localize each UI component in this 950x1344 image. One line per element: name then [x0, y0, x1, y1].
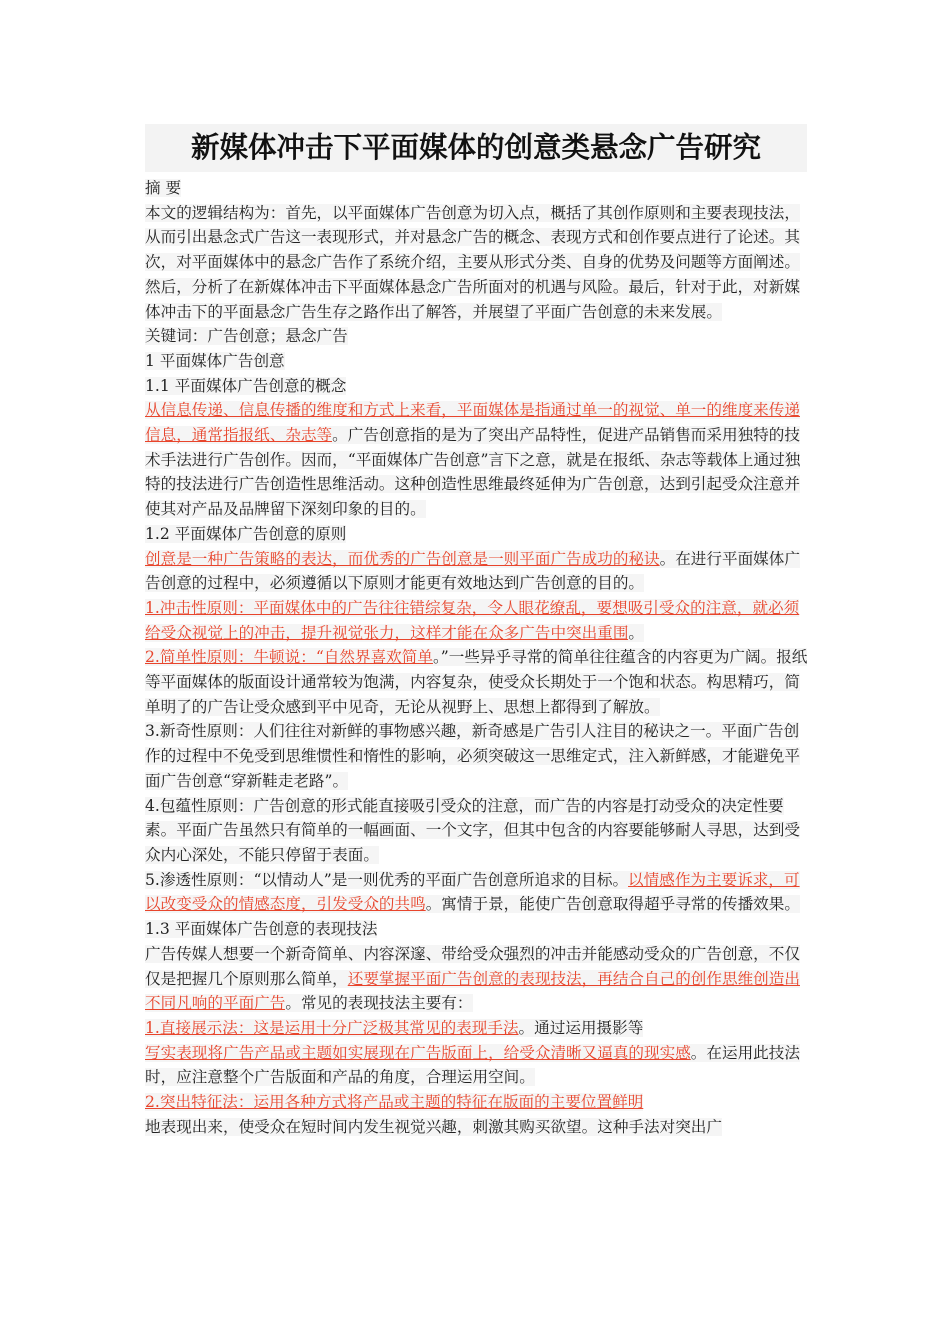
keywords-line: 关键词：广告创意；悬念广告 — [145, 327, 348, 346]
highlighted-text: 2.简单性原则：牛顿说：“自然界喜欢简单 — [145, 648, 433, 667]
highlighted-text: 创意是一种广告策略的表达，而优秀的广告创意是一则平面广告成功的秘诀 — [145, 549, 660, 568]
paragraph-principles: 创意是一种广告策略的表达，而优秀的广告创意是一则平面广告成功的秘诀。在进行平面媒体广告创意的过程中，必须遵循以下原则才能更有效地达到广告创意的目的。 — [145, 549, 800, 593]
highlighted-text: 1.直接展示法：这是运用十分广泛极其常见的表现手法 — [145, 1018, 519, 1037]
document-title: 新媒体冲击下平面媒体的创意类悬念广告研究 — [145, 124, 807, 172]
rule-permeability: 5.渗透性原则：“以情动人”是一则优秀的平面广告创意所追求的目标。以情感作为主要诉求，可以改变受众的情感态度，引发受众的共鸣。寓情于景，能使广告创意取得超乎寻常的传播效果。 — [145, 870, 800, 914]
rule-impact: 1.冲击性原则：平面媒体中的广告往往错综复杂，令人眼花缭乱，要想吸引受众的注意，就必须给受众视觉上的冲击，提升视觉张力，这样才能在众多广告中突出重围。 — [145, 598, 800, 642]
abstract-paragraph: 本文的逻辑结构为：首先，以平面媒体广告创意为切入点，概括了其创作原则和主要表现技法，从而引出悬念式广告这一表现形式，并对悬念广告的概念、表现方式和创作要点进行了论述。其次，对平面媒体中的悬念广告作了系统介绍，主要从形式分类、自身的优势及问题等方面阐述。然后，分析了在新媒体冲击下平面媒体悬念广告所面对的机遇与风险。最后，针对于此，对新媒体冲击下的平面悬念广告生存之路作出了解答，并展望了平面广告创意的未来发展。 — [145, 203, 800, 321]
paragraph-concept: 从信息传递、信息传播的维度和方式上来看，平面媒体是指通过单一的视觉、单一的维度来传递信息，通常指报纸、杂志等。广告创意指的是为了突出产品特性，促进产品销售而采用独特的技术手法进行广告创作。因而，“平面媒体广告创意”言下之意，就是在报纸、杂志等载体上通过独特的技法进行广告创造性思维活动。这种创造性思维最终延伸为广告创意，达到引起受众注意并使其对产品及品牌留下深刻印象的目的。 — [145, 401, 801, 519]
highlighted-text: 1.冲击性原则：平面媒体中的广告往往错综复杂，令人眼花缭乱，要想吸引受众的注意，就必须给受众视觉上的冲击，提升视觉张力，这样才能在众多广告中突出重围 — [145, 598, 800, 642]
rule-simplicity: 2.简单性原则：牛顿说：“自然界喜欢简单。”一些异乎寻常的简单往往蕴含的内容更为广阔。报纸等平面媒体的版面设计通常较为饱满，内容复杂，使受众长期处于一个饱和状态。构思精巧，简单明了的广告让受众感到平中见奇，无论从视野上、思想上都得到了解放。 — [145, 648, 808, 716]
section-heading-1-3: 1.3 平面媒体广告创意的表现技法 — [145, 920, 378, 939]
rule-inclusiveness: 4.包蕴性原则：广告创意的形式能直接吸引受众的注意，而广告的内容是打动受众的决定性要素。平面广告虽然只有简单的一幅画面、一个文字，但其中包含的内容要能够耐人寻思，达到受众内心深处，不能只停留于表面。 — [145, 796, 800, 864]
method-feature-highlight-cont: 地表现出来，使受众在短时间内发生视觉兴趣，刺激其购买欲望。这种手法对突出广 — [145, 1117, 722, 1136]
section-heading-1: 1 平面媒体广告创意 — [145, 351, 285, 370]
section-heading-1-1: 1.1 平面媒体广告创意的概念 — [145, 376, 347, 395]
document-body — [145, 176, 810, 1139]
method-direct-display: 1.直接展示法：这是运用十分广泛极其常见的表现手法。通过运用摄影等 — [145, 1018, 644, 1037]
highlighted-text: 还要掌握平面广告创意的表现技法，再结合自己的创作思维创造出不同凡响的平面广告 — [145, 969, 800, 1013]
method-direct-display-cont: 写实表现将广告产品或主题如实展现在广告版面上，给受众清晰又逼真的现实感。在运用此技法时，应注意整个广告版面和产品的角度，合理运用空间。 — [145, 1043, 800, 1087]
abstract-heading: 摘 要 — [145, 179, 182, 197]
rule-novelty: 3.新奇性原则：人们往往对新鲜的事物感兴趣，新奇感是广告引人注目的秘诀之一。平面广告创作的过程中不免受到思维惯性和惰性的影响，必须突破这一思维定式，注入新鲜感，才能避免平面广告创意“穿新鞋走老路”。 — [145, 722, 800, 790]
highlighted-text: 2.突出特征法：运用各种方式将产品或主题的特征在版面的主要位置鲜明 — [145, 1093, 644, 1112]
highlighted-text: 以情感作为主要诉求，可以改变受众的情感态度，引发受众的共鸣 — [145, 870, 800, 914]
method-feature-highlight — [145, 1090, 810, 1115]
paragraph-techniques: 广告传媒人想要一个新奇简单、内容深邃、带给受众强烈的冲击并能感动受众的广告创意，不仅仅是把握几个原则那么简单，还要掌握平面广告创意的表现技法，再结合自己的创作思维创造出不同凡响的平面广告。常见的表现技法主要有： — [145, 944, 800, 1013]
highlighted-text: 写实表现将广告产品或主题如实展现在广告版面上，给受众清晰又逼真的现实感 — [145, 1043, 691, 1062]
highlighted-text: 从信息传递、信息传播的维度和方式上来看，平面媒体是指通过单一的视觉、单一的维度来传递信息，通常指报纸、杂志等 — [145, 401, 800, 445]
section-heading-1-2: 1.2 平面媒体广告创意的原则 — [145, 524, 347, 543]
